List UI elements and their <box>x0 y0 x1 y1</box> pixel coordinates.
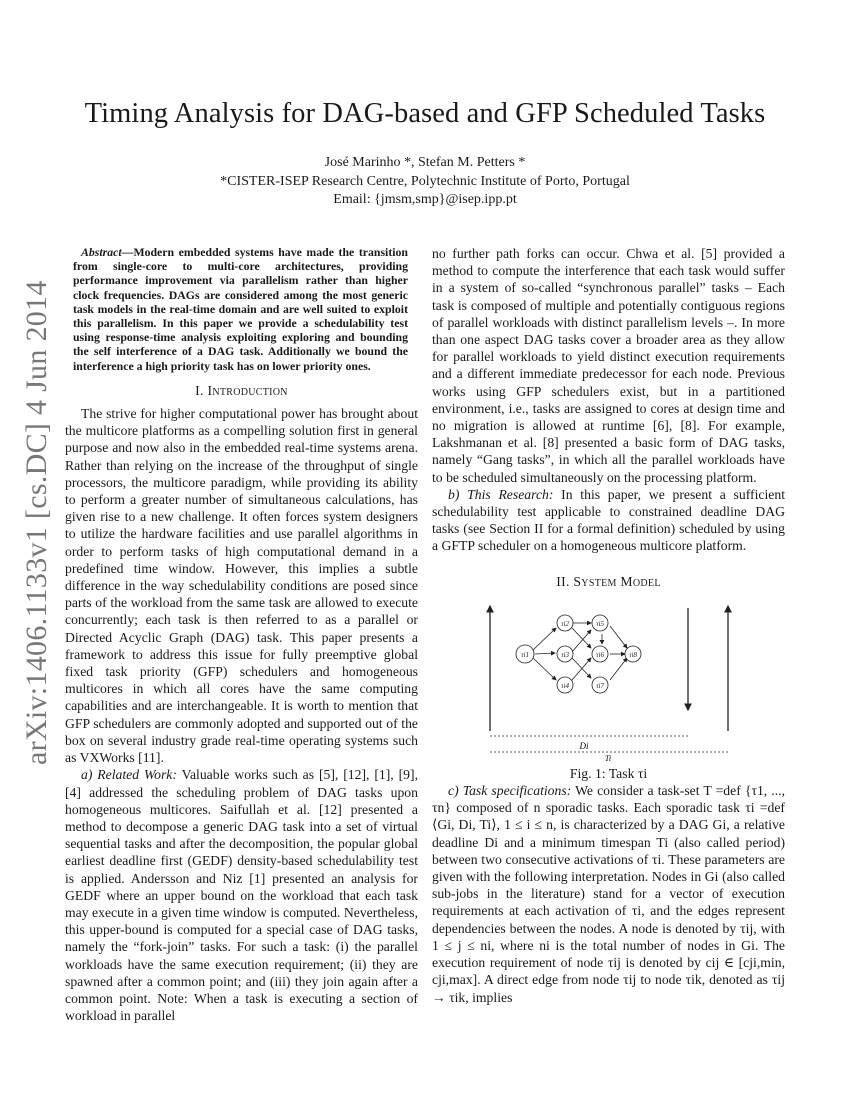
arxiv-stamp: arXiv:1406.1133v1 [cs.DC] 4 Jun 2014 <box>20 280 53 765</box>
intro-paragraph: The strive for higher computational power has brought about the multicore platforms as a compelling solution first in general purpose and now also in the embedded real-time systems arena. Rather than relying on the increase of the throughput of single processors, the multicore paradigm, while providing its ability to perform a greater number of simultaneous calculations, has given rise to a new challenge. It often forces system designers to utilize the hardware facilities and use parallel algorithms in order to perform tasks of high computational demand in a predefined time window. However, this implies a subtle difference in the way schedulability conditions are posed since parts of the workload from the same task are allowed to execute concurrently; each task is then referred to as a parallel or Directed Acyclic Graph (DAG) task. This paper presents a framework to address this issue for fully preemptive global fixed task priority (GFP) schedulers and homogeneous multicores in which all cores have the same computing capabilities and are interchangeable. It is worth to mention that GFP schedulers are commonly adopted and supported out of the box on several industry grade real-time operating systems such as VXWorks [11]. <box>65 406 418 766</box>
research-paragraph <box>432 486 785 555</box>
paper-title: Timing Analysis for DAG-based and GFP Scheduled Tasks <box>84 98 766 129</box>
task-spec-text: We consider a task-set T =def {τ1, ..., τn} composed of n sporadic tasks. Each sporadic task τi =def ⟨Gi, Di, Ti⟩, 1 ≤ i ≤ n, is characterized by a DAG Gi, a relative deadline Di and a minimum timespan Ti (also called period) between two consecutive activations of τi. These parameters are given with the following interpretation. Nodes in Gi (also called sub-jobs in the literature) stand for a vector of execution requirements at each activation of τi, and the edges represent dependencies between the nodes. A node is denoted by τij, with 1 ≤ j ≤ ni, where ni is the total number of nodes in Gi. The execution requirement of node τij is denoted by cij ∈ [cji,min, cji,max]. A direct edge from node τij to node τik, denoted as τij → τik, implies <box>432 783 785 1005</box>
task-spec-heading: c) Task specifications: <box>448 783 572 799</box>
email: Email: {jmsm,smp}@isep.ipp.pt <box>333 192 517 207</box>
period-label: Ti <box>604 753 612 761</box>
task-spec-paragraph <box>432 782 785 1006</box>
section-heading-introduction: I. Introduction <box>195 382 288 398</box>
section-heading-system-model: II. System Model <box>556 573 661 589</box>
dag-node-label: τi3 <box>561 650 569 659</box>
right-column <box>432 245 785 1006</box>
related-work-paragraph <box>65 766 418 1024</box>
abstract-text: —Modern embedded systems have made the transition from single-core to multi-core architectures, providing performance improvement via parallelism rather than higher clock frequencies. DAGs are considered among the most generic task models in the real-time domain and are well suited to exploit this parallelism. In this paper we provide a schedulability test using response-time analysis exploiting exploring and bounding the self interference of a DAG task. Additionally we bound the interference a high priority task has on lower priority ones. <box>73 245 408 373</box>
dag-node-label: τi8 <box>629 650 637 659</box>
authors: José Marinho *, Stefan M. Petters * <box>324 155 526 170</box>
figure-caption: Fig. 1: Task τi <box>569 765 648 781</box>
deadline-label: Di <box>579 740 589 751</box>
affiliation: *CISTER-ISEP Research Centre, Polytechnic Institute of Porto, Portugal <box>220 174 630 189</box>
related-work-heading: a) Related Work: <box>81 767 177 783</box>
abstract-label: Abstract <box>81 245 122 259</box>
research-heading: b) This Research: <box>448 486 554 502</box>
right-continued-paragraph: no further path forks can occur. Chwa et al. [5] provided a method to compute the interference that each task would suffer in a system of so-called “synchronous parallel” tasks – Each task is composed of multiple and potentially contiguous regions of parallel workloads with distinct parallelism levels –. In more than one aspect DAG tasks cover a broader area as they allow for parallel workloads to yield distinct execution requirements and a different immediate predecessor for each node. Previous works using GFP schedulers exist, but in a partitioned environment, i.e., tasks are assigned to cores at design time and no migration is allowed at runtime [6], [8]. For example, Lakshmanan et al. [8] presented a basic form of DAG tasks, namely “Gang tasks”, in which all the parallel workloads have to be scheduled simultaneously on the processing platform. <box>432 246 785 485</box>
research-text: In this paper, we present a sufficient schedulability test applicable to constrained deadline DAG tasks (see Section II for a formal definition) scheduled by using a GFTP scheduler on a homogeneous multicore platform. <box>432 486 786 554</box>
abstract <box>73 245 408 373</box>
left-column <box>65 245 418 1024</box>
figure-1 <box>432 596 785 761</box>
dag-figure <box>480 596 740 761</box>
related-work-text: Valuable works such as [5], [12], [1], [9], [4] addressed the scheduling problem of DAG tasks upon homogeneous multicores. Saifullah et al. [12] presented a method to decompose a generic DAG task into a set of virtual sequential tasks and after the decomposition, the popular global earliest deadline first (GEDF) density-based schedulability test is applied. Andersson and Niz [1] presented an analysis for GEDF where an upper bound on the workload that each task may execute in a given time window is computed. Nevertheless, this upper-bound is computed for a special case of DAG tasks, namely the “fork-join” tasks. For such a task: (i) the parallel workloads have the same execution requirement; (ii) they are spawned after a common point; and (iii) they join again after a common point. Note: When a task is executing a section of workload in parallel <box>65 767 418 1024</box>
dag-node-label: τi7 <box>596 681 604 690</box>
dag-node-label: τi2 <box>561 619 569 628</box>
dag-node-label: τi6 <box>596 650 604 659</box>
dag-node-label: τi1 <box>521 650 529 659</box>
dag-node-label: τi4 <box>561 681 569 690</box>
dag-node-label: τi5 <box>596 619 604 628</box>
